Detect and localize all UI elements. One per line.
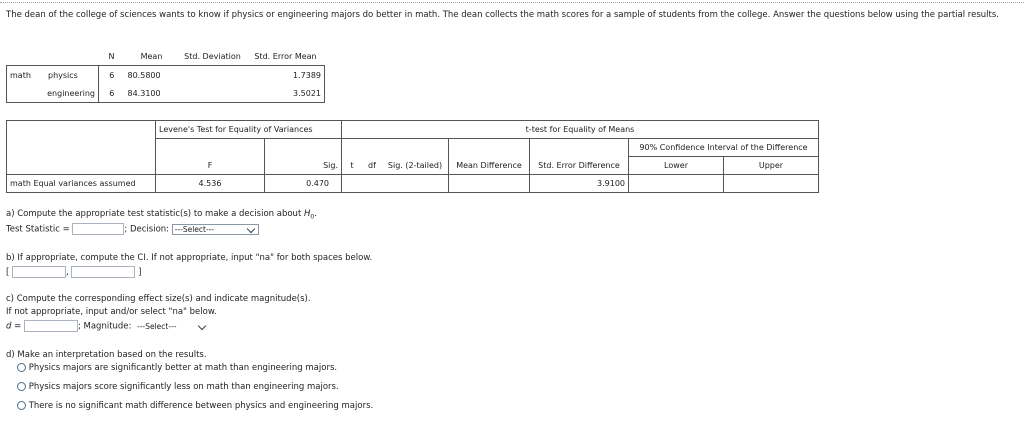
- decision-label: ; Decision:: [124, 224, 170, 235]
- levene-header: Levene's Test for Equality of Variances: [156, 121, 342, 139]
- cell-t: [342, 175, 363, 193]
- independent-samples-test-table: [6, 120, 819, 193]
- cell-sd: [179, 66, 247, 85]
- cell-sd: [179, 84, 247, 103]
- cell-se: 3.5021: [247, 84, 325, 103]
- effect-size-input[interactable]: [24, 320, 78, 332]
- row-label: physics: [48, 70, 78, 80]
- option-3[interactable]: There is no significant math difference between physics and engineering majors.: [17, 400, 373, 412]
- cell-mean: 84.3100: [125, 84, 179, 103]
- col-std-error-mean: Std. Error Mean: [254, 51, 317, 61]
- radio-button[interactable]: [17, 363, 26, 372]
- question-c-text: c) Compute the corresponding effect size(s) and indicate magnitude(s).: [6, 294, 311, 304]
- col-n: N: [108, 51, 115, 61]
- col-t: t: [342, 157, 363, 175]
- cell-upper: [724, 175, 819, 193]
- radio-button[interactable]: [17, 401, 26, 410]
- row-label: engineering: [7, 84, 99, 103]
- table-row: [7, 175, 819, 193]
- col-upper: Upper: [724, 157, 819, 175]
- question-c-inputs: [6, 320, 210, 333]
- cell-mean-difference: [449, 175, 530, 193]
- row-group-label: math: [10, 179, 31, 188]
- col-mean-difference: Mean Difference: [449, 157, 530, 175]
- radio-button[interactable]: [17, 382, 26, 391]
- group-statistics-table: [6, 47, 325, 103]
- col-lower: Lower: [629, 157, 724, 175]
- question-a-text: a) Compute the appropriate test statistic(s) to make a decision about $H_0$.: [6, 209, 317, 221]
- effect-size-label: d =: [6, 321, 22, 332]
- cell-sig-2-tailed: [382, 175, 449, 193]
- question-c-text-2: If not appropriate, input and/or select "na" below.: [6, 307, 217, 317]
- problem-intro: The dean of the college of sciences wants to know if physics or engineering majors do better in math. The dean collects the math scores for a sample of students from the college. Answer the questions below using the partial results.: [6, 10, 999, 20]
- test-statistic-label: Test Statistic =: [6, 224, 70, 235]
- row-group-label: math: [10, 70, 31, 80]
- col-df: df: [362, 157, 382, 175]
- question-a-inputs: [6, 223, 259, 236]
- table-row: [7, 84, 325, 103]
- col-mean: Mean: [140, 51, 163, 61]
- ci-upper-input[interactable]: [71, 266, 135, 278]
- col-f: F: [156, 157, 265, 175]
- question-b-inputs: [ , ]: [6, 267, 142, 278]
- cell-sig: 0.470: [265, 175, 342, 193]
- magnitude-label: ; Magnitude:: [77, 321, 132, 332]
- cell-mean: 80.5800: [125, 66, 179, 85]
- cell-n: 6: [99, 66, 125, 85]
- decision-select[interactable]: ---Select---: [172, 224, 259, 235]
- top-divider: [0, 2, 1024, 3]
- ttest-header: t-test for Equality of Means: [342, 121, 819, 139]
- col-std-deviation: Std. Deviation: [184, 51, 241, 61]
- col-sig-2-tailed: Sig. (2-tailed): [382, 157, 449, 175]
- col-std-error-difference: Std. Error Difference: [530, 157, 629, 175]
- test-statistic-input[interactable]: [72, 223, 124, 235]
- option-1[interactable]: Physics majors are significantly better at math than engineering majors.: [17, 362, 337, 374]
- chevron-down-icon: [198, 321, 206, 329]
- question-d-text: d) Make an interpretation based on the results.: [6, 350, 207, 360]
- ci-lower-input[interactable]: [12, 266, 66, 278]
- col-sig: Sig.: [265, 157, 342, 175]
- cell-std-error-difference: 3.9100: [530, 175, 629, 193]
- cell-f: 4.536: [156, 175, 265, 193]
- cell-n: 6: [99, 84, 125, 103]
- row-label: Equal variances assumed: [33, 179, 136, 188]
- table-row: [7, 66, 325, 85]
- option-2[interactable]: Physics majors score significantly less on math than engineering majors.: [17, 381, 339, 393]
- cell-se: 1.7389: [247, 66, 325, 85]
- ci-header: 90% Confidence Interval of the Difference: [629, 139, 819, 157]
- cell-lower: [629, 175, 724, 193]
- cell-df: [362, 175, 382, 193]
- question-b-text: b) If appropriate, compute the CI. If not appropriate, input "na" for both spaces below.: [6, 253, 373, 263]
- magnitude-select[interactable]: ---Select---: [134, 321, 210, 332]
- chevron-down-icon: [246, 224, 254, 232]
